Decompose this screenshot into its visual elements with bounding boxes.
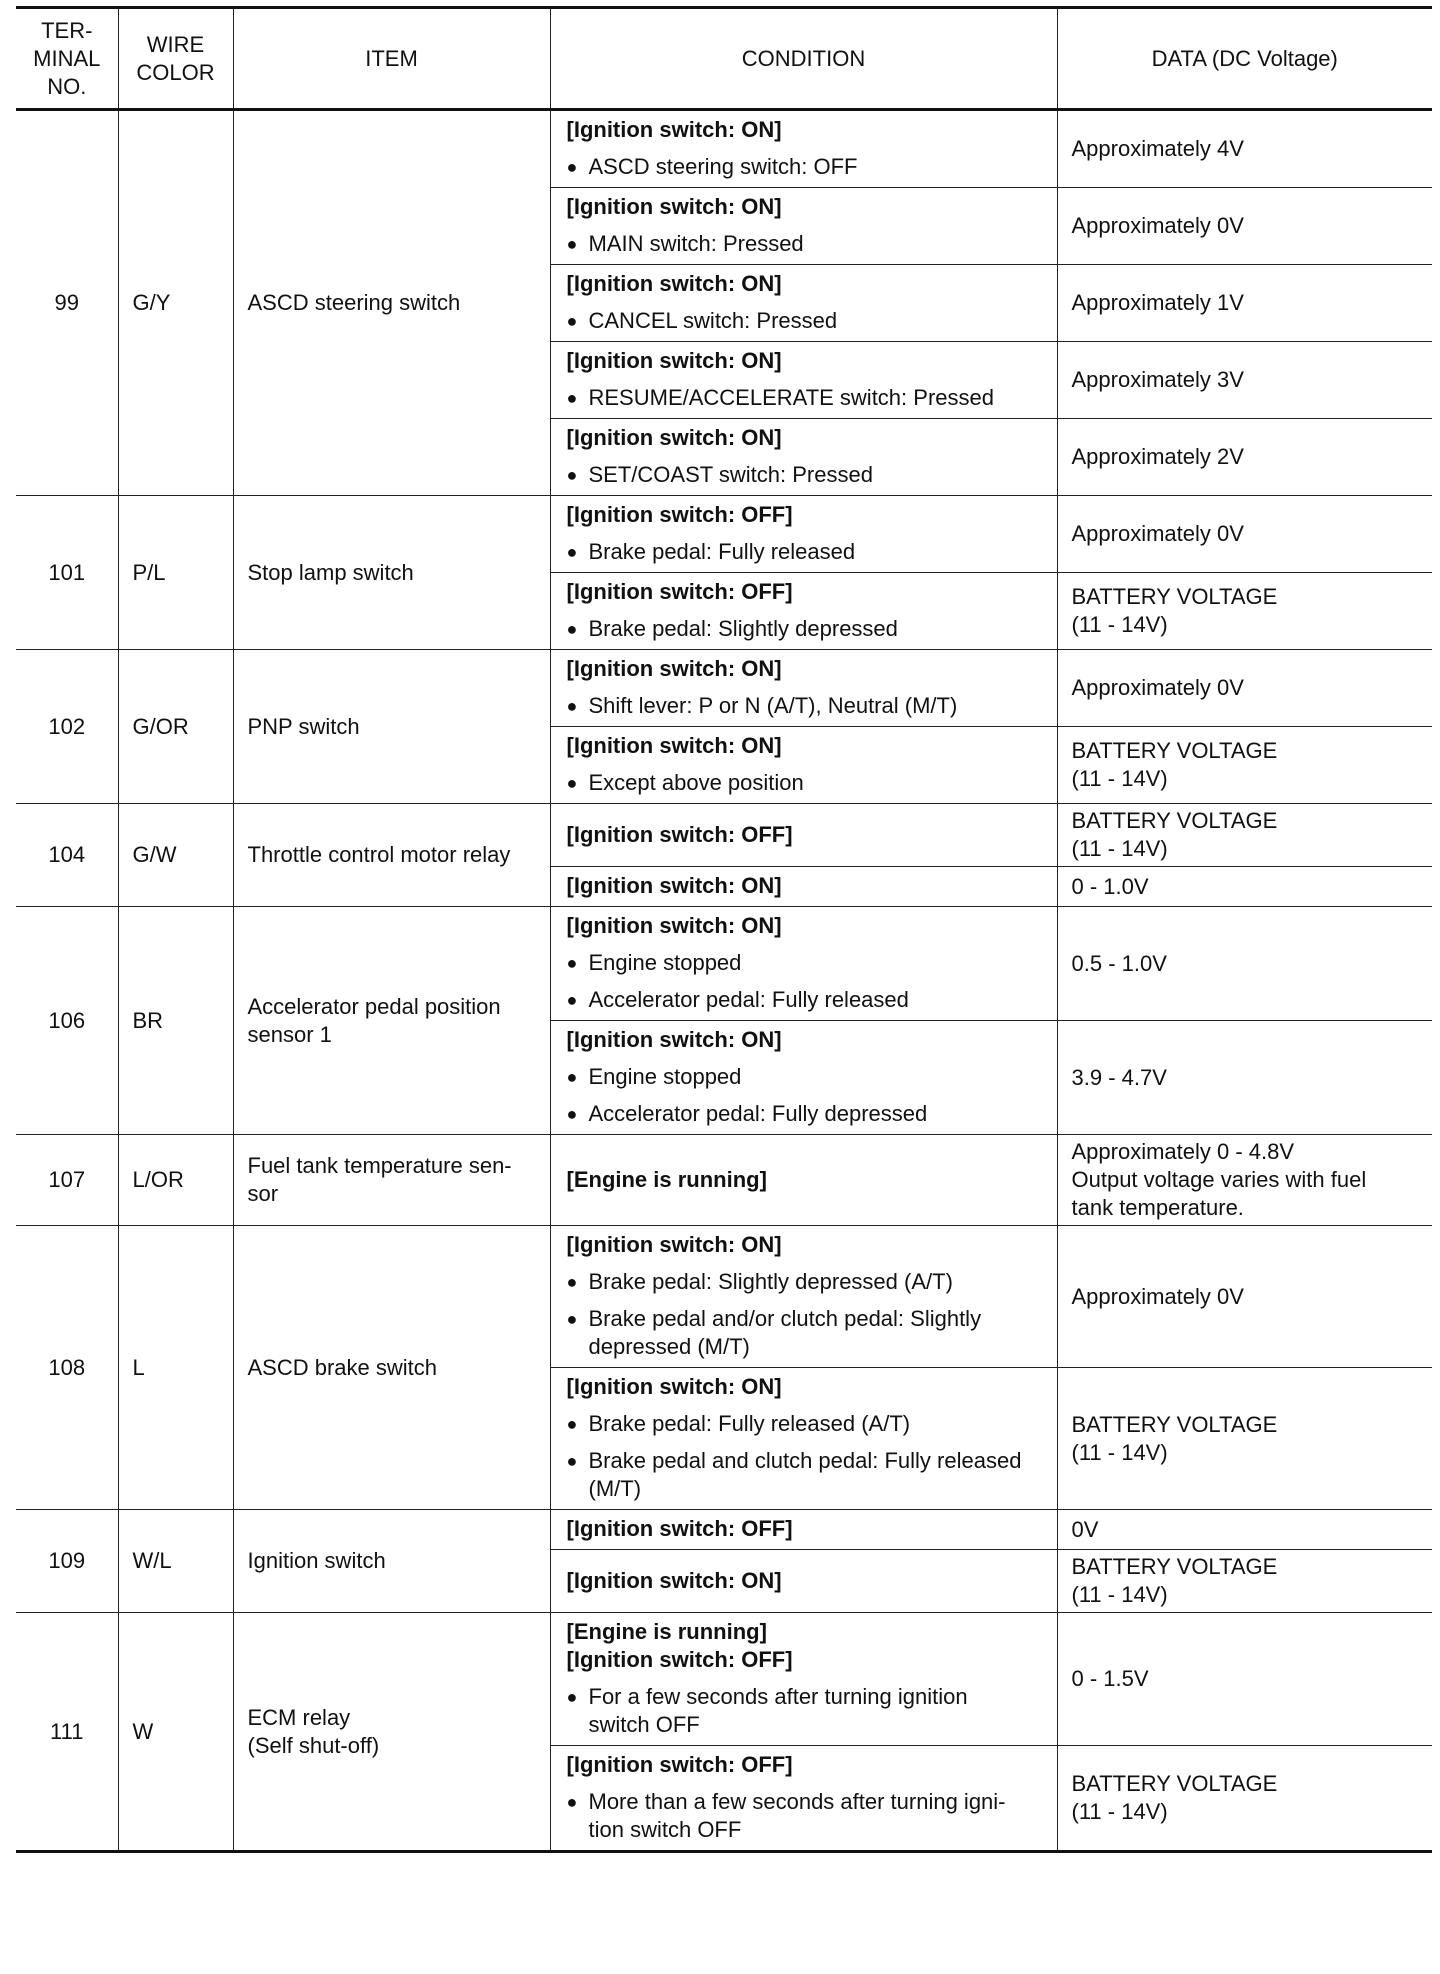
condition-bullet-item: [567, 461, 1047, 489]
bullet-icon: ●: [566, 953, 578, 973]
condition-bullets: [567, 1788, 1047, 1844]
condition-bullet-item: [567, 1305, 1047, 1361]
wire-color-cell: L/OR: [118, 1135, 233, 1226]
bullet-icon: ●: [566, 773, 578, 793]
condition-bullet-text: Brake pedal: Fully released: [588, 539, 856, 564]
condition-heading: [Ignition switch: ON]: [566, 425, 782, 450]
table-row: [16, 1226, 1432, 1368]
bullet-icon: ●: [566, 388, 578, 408]
data-voltage-cell: Approximately 0V: [1057, 1226, 1432, 1368]
wire-color-cell: W/L: [118, 1510, 233, 1613]
condition-bullets: [567, 1683, 1047, 1739]
wire-color-cell: P/L: [118, 496, 233, 650]
data-voltage-cell: BATTERY VOLTAGE (11 - 14V): [1057, 804, 1432, 867]
condition-bullets: [567, 1063, 1047, 1128]
table-row: [16, 110, 1432, 188]
condition-heading: [Ignition switch: ON]: [566, 1374, 782, 1399]
data-voltage-cell: Approximately 0V: [1057, 496, 1432, 573]
header-data: DATA (DC Voltage): [1057, 8, 1432, 110]
data-voltage-cell: Approximately 0 - 4.8V Output voltage varies with fuel tank temperature.: [1057, 1135, 1432, 1226]
condition-cell: [550, 188, 1057, 265]
data-voltage-cell: Approximately 0V: [1057, 650, 1432, 727]
condition-bullet-item: [567, 1683, 1047, 1739]
condition-cell: [550, 1368, 1057, 1510]
bullet-icon: ●: [566, 311, 578, 331]
bullet-icon: ●: [566, 465, 578, 485]
condition-bullet-item: [567, 949, 1047, 977]
condition-cell: [550, 867, 1057, 907]
data-voltage-cell: 0 - 1.5V: [1057, 1613, 1432, 1746]
bullet-icon: ●: [566, 1067, 578, 1087]
wire-color-cell: G/Y: [118, 110, 233, 496]
condition-cell: [550, 110, 1057, 188]
terminal-data-sheet: [16, 6, 1432, 1853]
condition-bullet-text: Brake pedal and clutch pedal: Fully released (M/T): [588, 1448, 1022, 1501]
condition-cell: [550, 342, 1057, 419]
condition-bullets: [567, 230, 1047, 258]
bullet-icon: ●: [566, 1451, 578, 1471]
condition-cell: [550, 1021, 1057, 1135]
terminal-no-cell: 107: [16, 1135, 118, 1226]
table-row: [16, 496, 1432, 573]
condition-bullet-item: [567, 692, 1047, 720]
condition-bullets: [567, 307, 1047, 335]
data-voltage-cell: Approximately 2V: [1057, 419, 1432, 496]
header-condition: CONDITION: [550, 8, 1057, 110]
table-row: [16, 1510, 1432, 1550]
condition-bullets: [567, 384, 1047, 412]
data-voltage-cell: Approximately 3V: [1057, 342, 1432, 419]
terminal-no-cell: 101: [16, 496, 118, 650]
condition-heading: [Ignition switch: OFF]: [566, 1752, 793, 1777]
wire-color-cell: L: [118, 1226, 233, 1510]
data-voltage-cell: BATTERY VOLTAGE (11 - 14V): [1057, 573, 1432, 650]
condition-bullet-text: MAIN switch: Pressed: [588, 231, 804, 256]
table-row: [16, 650, 1432, 727]
condition-cell: [550, 1746, 1057, 1852]
bullet-icon: ●: [566, 1104, 578, 1124]
condition-bullet-text: Brake pedal: Slightly depressed: [588, 616, 898, 641]
bullet-icon: ●: [566, 1414, 578, 1434]
data-voltage-cell: 3.9 - 4.7V: [1057, 1021, 1432, 1135]
condition-bullets: [567, 461, 1047, 489]
data-voltage-cell: 0.5 - 1.0V: [1057, 907, 1432, 1021]
condition-bullet-text: RESUME/ACCELERATE switch: Pressed: [588, 385, 994, 410]
condition-cell: [550, 1613, 1057, 1746]
condition-bullet-text: Shift lever: P or N (A/T), Neutral (M/T): [588, 693, 958, 718]
condition-bullet-text: Engine stopped: [588, 1064, 742, 1089]
condition-heading: [Ignition switch: OFF]: [566, 579, 793, 604]
condition-bullets: [567, 1268, 1047, 1361]
condition-cell: [550, 573, 1057, 650]
data-voltage-cell: BATTERY VOLTAGE (11 - 14V): [1057, 727, 1432, 804]
condition-cell: [550, 1135, 1057, 1226]
condition-heading: [Ignition switch: ON]: [566, 873, 782, 898]
bullet-icon: ●: [566, 542, 578, 562]
condition-bullets: [567, 615, 1047, 643]
bullet-icon: ●: [566, 990, 578, 1010]
condition-bullet-text: Brake pedal and/or clutch pedal: Slightly depressed (M/T): [588, 1306, 982, 1359]
table-row: [16, 1135, 1432, 1226]
item-cell: Stop lamp switch: [233, 496, 550, 650]
condition-cell: [550, 727, 1057, 804]
condition-bullet-item: [567, 1063, 1047, 1091]
condition-cell: [550, 1550, 1057, 1613]
condition-bullets: [567, 1410, 1047, 1503]
terminal-table: [16, 6, 1432, 1853]
condition-heading: [Engine is running] [Ignition switch: OFF]: [566, 1619, 793, 1672]
table-row: [16, 1613, 1432, 1746]
terminal-no-cell: 99: [16, 110, 118, 496]
condition-bullet-text: ASCD steering switch: OFF: [588, 154, 858, 179]
condition-bullets: [567, 769, 1047, 797]
condition-heading: [Ignition switch: ON]: [566, 1567, 782, 1593]
condition-heading: [Ignition switch: ON]: [566, 271, 782, 296]
bullet-icon: ●: [566, 619, 578, 639]
wire-color-cell: G/W: [118, 804, 233, 907]
condition-heading: [Ignition switch: OFF]: [566, 1516, 793, 1541]
table-header: [16, 8, 1432, 110]
item-cell: PNP switch: [233, 650, 550, 804]
condition-bullet-text: More than a few seconds after turning igni- tion switch OFF: [588, 1789, 1006, 1842]
condition-bullet-item: [567, 384, 1047, 412]
header-item: ITEM: [233, 8, 550, 110]
condition-heading: [Ignition switch: ON]: [566, 117, 782, 142]
header-wire-color: WIRE COLOR: [118, 8, 233, 110]
terminal-no-cell: 108: [16, 1226, 118, 1510]
wire-color-cell: G/OR: [118, 650, 233, 804]
condition-cell: [550, 907, 1057, 1021]
item-cell: Throttle control motor relay: [233, 804, 550, 907]
item-cell: Fuel tank temperature sen- sor: [233, 1135, 550, 1226]
condition-bullet-text: Except above position: [588, 770, 804, 795]
condition-bullet-text: Brake pedal: Slightly depressed (A/T): [588, 1269, 953, 1294]
condition-heading: [Ignition switch: ON]: [566, 913, 782, 938]
table-body: [16, 110, 1432, 1852]
header-row: [16, 8, 1432, 110]
condition-bullet-item: [567, 1100, 1047, 1128]
condition-heading: [Ignition switch: ON]: [566, 1232, 782, 1257]
condition-cell: [550, 496, 1057, 573]
condition-bullets: [567, 538, 1047, 566]
bullet-icon: ●: [566, 696, 578, 716]
bullet-icon: ●: [566, 1792, 578, 1812]
condition-heading: [Ignition switch: ON]: [566, 656, 782, 681]
condition-bullet-item: [567, 615, 1047, 643]
condition-bullet-text: Accelerator pedal: Fully depressed: [588, 1101, 928, 1126]
bullet-icon: ●: [566, 1272, 578, 1292]
condition-bullet-item: [567, 538, 1047, 566]
condition-bullet-item: [567, 153, 1047, 181]
condition-cell: [550, 265, 1057, 342]
data-voltage-cell: BATTERY VOLTAGE (11 - 14V): [1057, 1368, 1432, 1510]
condition-bullet-text: Engine stopped: [588, 950, 742, 975]
condition-heading: [Ignition switch: OFF]: [566, 502, 793, 527]
condition-cell: [550, 1510, 1057, 1550]
data-voltage-cell: Approximately 4V: [1057, 110, 1432, 188]
condition-heading: [Ignition switch: ON]: [566, 194, 782, 219]
table-row: [16, 804, 1432, 867]
data-voltage-cell: 0V: [1057, 1510, 1432, 1550]
condition-cell: [550, 650, 1057, 727]
wire-color-cell: BR: [118, 907, 233, 1135]
table-row: [16, 907, 1432, 1021]
condition-bullet-text: SET/COAST switch: Pressed: [588, 462, 873, 487]
data-voltage-cell: BATTERY VOLTAGE (11 - 14V): [1057, 1550, 1432, 1613]
condition-cell: [550, 419, 1057, 496]
condition-heading: [Engine is running]: [566, 1166, 767, 1192]
condition-bullet-item: [567, 1788, 1047, 1844]
condition-bullet-text: For a few seconds after turning ignition switch OFF: [588, 1684, 968, 1737]
terminal-no-cell: 104: [16, 804, 118, 907]
condition-bullets: [567, 949, 1047, 1014]
condition-bullet-text: Accelerator pedal: Fully released: [588, 987, 909, 1012]
terminal-no-cell: 111: [16, 1613, 118, 1852]
condition-bullets: [567, 153, 1047, 181]
terminal-no-cell: 109: [16, 1510, 118, 1613]
header-terminal-no: TER- MINAL NO.: [16, 8, 118, 110]
item-cell: ECM relay (Self shut-off): [233, 1613, 550, 1852]
data-voltage-cell: Approximately 1V: [1057, 265, 1432, 342]
bullet-icon: ●: [566, 1687, 578, 1707]
condition-cell: [550, 1226, 1057, 1368]
terminal-no-cell: 106: [16, 907, 118, 1135]
item-cell: Accelerator pedal position sensor 1: [233, 907, 550, 1135]
bullet-icon: ●: [566, 1309, 578, 1329]
condition-bullet-item: [567, 769, 1047, 797]
bullet-icon: ●: [566, 234, 578, 254]
condition-heading: [Ignition switch: OFF]: [566, 821, 793, 847]
condition-bullet-item: [567, 230, 1047, 258]
wire-color-cell: W: [118, 1613, 233, 1852]
condition-heading: [Ignition switch: ON]: [566, 1027, 782, 1052]
condition-heading: [Ignition switch: ON]: [566, 348, 782, 373]
condition-bullets: [567, 692, 1047, 720]
data-voltage-cell: Approximately 0V: [1057, 188, 1432, 265]
condition-bullet-item: [567, 1268, 1047, 1296]
condition-bullet-item: [567, 1410, 1047, 1438]
terminal-no-cell: 102: [16, 650, 118, 804]
item-cell: ASCD steering switch: [233, 110, 550, 496]
data-voltage-cell: BATTERY VOLTAGE (11 - 14V): [1057, 1746, 1432, 1852]
condition-bullet-text: CANCEL switch: Pressed: [588, 308, 838, 333]
condition-heading: [Ignition switch: ON]: [566, 733, 782, 758]
condition-bullet-item: [567, 307, 1047, 335]
condition-bullet-text: Brake pedal: Fully released (A/T): [588, 1411, 911, 1436]
condition-cell: [550, 804, 1057, 867]
item-cell: Ignition switch: [233, 1510, 550, 1613]
item-cell: ASCD brake switch: [233, 1226, 550, 1510]
condition-bullet-item: [567, 1447, 1047, 1503]
bullet-icon: ●: [566, 157, 578, 177]
condition-bullet-item: [567, 986, 1047, 1014]
data-voltage-cell: 0 - 1.0V: [1057, 867, 1432, 907]
